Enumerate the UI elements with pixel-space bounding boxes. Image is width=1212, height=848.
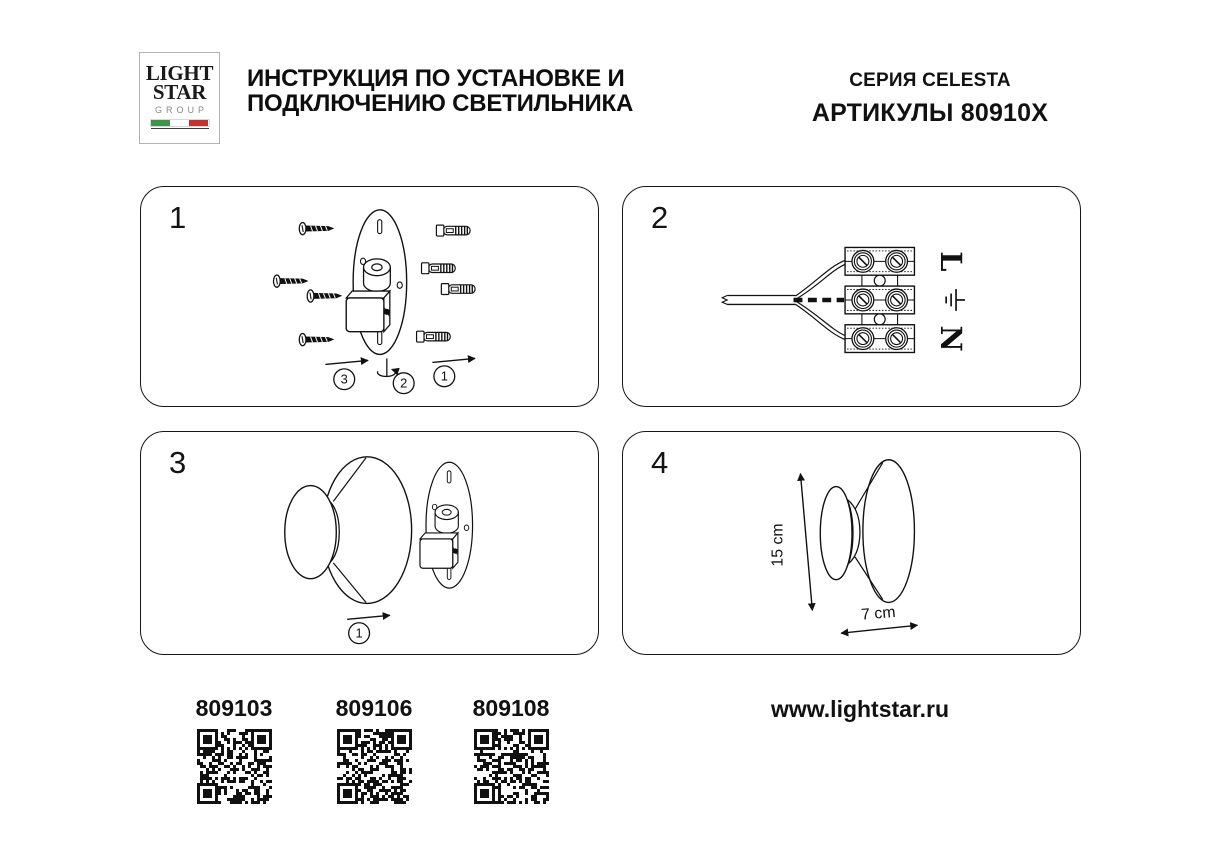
series-block	[770, 70, 1090, 128]
dimension-height	[770, 474, 813, 611]
logo-word-star: STAR	[152, 80, 207, 104]
qr-code	[197, 729, 272, 804]
terminal-hole	[874, 275, 885, 286]
step-1-diagram	[141, 187, 598, 406]
page-title	[247, 66, 667, 116]
step-marker-3	[325, 360, 368, 389]
step-number-1: 1	[169, 200, 187, 235]
screw-icon	[299, 333, 334, 345]
wires	[794, 260, 846, 339]
title-line-1: ИНСТРУКЦИЯ ПО УСТАНОВКЕ И	[247, 65, 625, 92]
step-4-panel	[622, 431, 1081, 655]
screw-icon	[273, 275, 308, 287]
rotate-marker-2	[378, 358, 415, 393]
arrow-right-icon	[347, 615, 390, 619]
marker-2-label: 2	[400, 375, 408, 391]
terminal-row-N	[845, 325, 914, 353]
title-line-2: ПОДКЛЮЧЕНИЮ СВЕТИЛЬНИКА	[247, 90, 634, 117]
marker-1-label: 1	[440, 368, 448, 384]
height-value: 15 cm	[769, 523, 787, 567]
wall-anchors	[417, 225, 475, 342]
logo-underline	[151, 128, 209, 129]
terminal-block	[845, 247, 914, 352]
articles-label: АРТИКУЛЫ 80910X	[811, 99, 1049, 127]
anchor-icon	[441, 284, 475, 295]
terminal-row-L	[845, 247, 914, 275]
width-value: 7 cm	[860, 603, 897, 624]
dimension-arrow-vertical	[800, 474, 812, 611]
logo-word-group: GROUP	[154, 105, 208, 115]
dimension-arrow-horizontal	[841, 625, 917, 633]
earth-symbol	[946, 289, 965, 311]
step-2-diagram	[623, 187, 1080, 406]
marker-3-label: 3	[340, 371, 348, 387]
step-3-panel	[140, 431, 599, 655]
screw-icon	[299, 222, 334, 234]
article-number: 809103	[195, 695, 273, 721]
lamp	[820, 460, 914, 603]
italian-flag-icon	[151, 120, 209, 126]
website-url: www.lightstar.ru	[770, 696, 950, 722]
step-2-panel	[622, 186, 1081, 407]
article-number: 809106	[335, 695, 413, 721]
anchor-icon	[436, 225, 470, 236]
article-number: 809108	[472, 695, 550, 721]
step-number-4: 4	[651, 445, 669, 480]
step-number-3: 3	[169, 445, 187, 480]
step-number-2: 2	[651, 200, 669, 235]
step-1-panel	[140, 186, 599, 407]
line-label: L	[934, 251, 969, 272]
logo-word-light: LIGHT	[145, 61, 214, 85]
terminal-hole	[874, 314, 885, 325]
screw-icon	[307, 290, 342, 302]
anchor-icon	[422, 263, 456, 274]
arrow-right-icon	[432, 358, 475, 362]
mounting-plate	[346, 210, 406, 355]
neutral-label: N	[934, 325, 969, 352]
anchor-icon	[417, 331, 451, 342]
arrow-right-icon	[325, 360, 368, 364]
terminal-row-earth	[845, 286, 914, 314]
flag-red-stripe	[189, 120, 208, 126]
marker-1-label: 1	[355, 625, 363, 641]
step-marker-1	[347, 615, 390, 643]
step-marker-1	[432, 358, 475, 386]
lamp-shade	[285, 457, 412, 604]
cable-break	[722, 296, 727, 305]
step-3-diagram	[141, 432, 598, 654]
mounting-screws	[273, 222, 342, 345]
flag-green-stripe	[151, 120, 170, 126]
flag-white-stripe	[170, 120, 189, 126]
lightstar-logo	[139, 52, 220, 144]
step-4-diagram	[623, 432, 1080, 654]
series-label: СЕРИЯ CELESTA	[849, 70, 1011, 91]
qr-code	[337, 729, 412, 804]
power-cable	[722, 296, 795, 305]
dimension-width	[841, 604, 917, 633]
mounting-plate	[420, 462, 473, 588]
qr-code	[474, 729, 549, 804]
